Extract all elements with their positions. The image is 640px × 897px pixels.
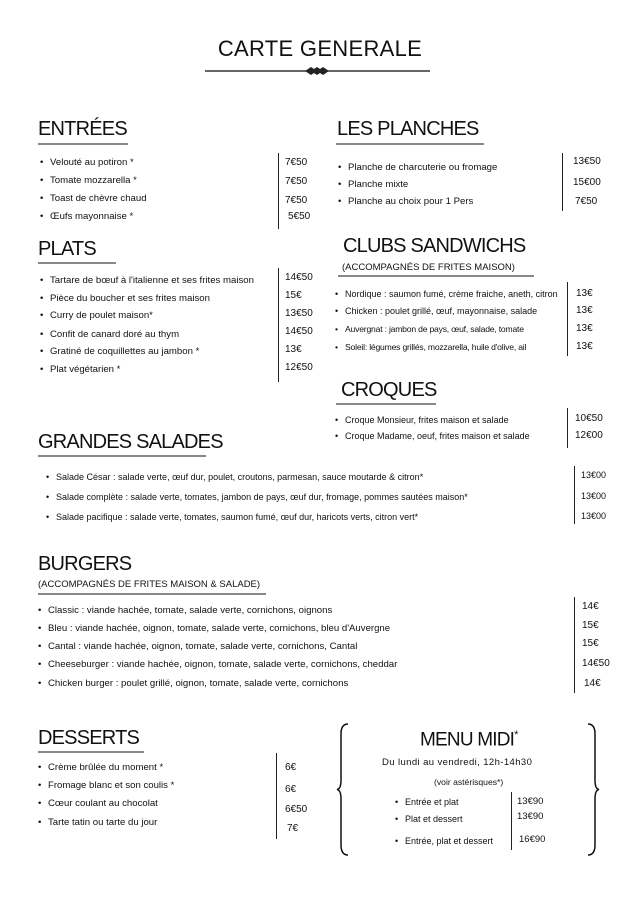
title-ornament [205, 64, 430, 78]
croques-divider [567, 408, 568, 448]
price: 6€50 [285, 804, 308, 815]
entrees-heading: ENTRÉES [38, 118, 127, 140]
list-item: • Œufs mayonnaise * [40, 211, 134, 222]
burgers-divider [574, 597, 575, 693]
price: 13€50 [573, 156, 601, 167]
price: 6€ [285, 762, 297, 773]
list-item: • Chicken : poulet grillé, œuf, mayonnaise, salade [335, 306, 538, 316]
price: 13€ [285, 344, 302, 355]
plats-underline [38, 262, 116, 264]
price: 14€50 [285, 272, 313, 283]
clubs-divider [567, 282, 568, 356]
page-title: CARTE GENERALE [217, 36, 423, 61]
clubs-subtitle: (ACCOMPAGNÉS DE FRITES MAISON) [342, 262, 515, 273]
burgers-subtitle: (ACCOMPAGNÉS DE FRITES MAISON & SALADE) [38, 579, 261, 590]
price: 13€ [576, 305, 593, 316]
list-item: • Croque Monsieur, frites maison et salade [335, 415, 509, 425]
list-item: • Classic : viande hachée, tomate, salade verte, cornichons, oignons [38, 605, 333, 616]
list-item: • Cœur coulant au chocolat [38, 798, 158, 809]
list-item: • Chicken burger : poulet grillé, oignon, tomate, salade verte, cornichons [38, 678, 349, 689]
price: 7€50 [575, 196, 598, 207]
entrees-divider [278, 153, 279, 229]
price: 10€50 [575, 413, 603, 424]
list-item: • Entrée, plat et dessert [395, 836, 494, 846]
price: 14€50 [285, 326, 313, 337]
planches-heading: LES PLANCHES [337, 118, 479, 140]
right-brace [586, 722, 600, 857]
planches-divider [562, 153, 563, 211]
left-brace [336, 722, 350, 857]
desserts-underline [38, 751, 144, 753]
list-item: • Salade pacifique : salade verte, tomates, saumon fumé, œuf dur, haricots verts, citron vert* [46, 512, 419, 522]
menu-midi-note: (voir astérisques*) [434, 777, 504, 787]
price: 13€50 [285, 308, 313, 319]
price: 15€00 [573, 177, 601, 188]
desserts-divider [276, 753, 277, 839]
list-item: • Curry de poulet maison* [40, 310, 153, 321]
list-item: • Auvergnat : jambon de pays, œuf, salade, tomate [335, 324, 524, 334]
list-item: • Tarte tatin ou tarte du jour [38, 817, 158, 828]
list-item: • Confit de canard doré au thym [40, 329, 180, 340]
burgers-heading: BURGERS [38, 553, 132, 575]
salades-underline [38, 455, 206, 457]
price: 6€ [285, 784, 297, 795]
price: 5€50 [288, 211, 311, 222]
list-item: • Soleil: légumes grillés, mozzarella, huile d'olive, ail [335, 342, 527, 352]
list-item: • Plat végétarien * [40, 364, 121, 375]
list-item: • Crème brûlée du moment * [38, 762, 164, 773]
list-item: • Cantal : viande hachée, oignon, tomate, salade verte, cornichons, Cantal [38, 641, 358, 652]
list-item: • Plat et dessert [395, 814, 463, 824]
price: 14€50 [582, 658, 610, 669]
list-item: • Tomate mozzarella * [40, 175, 137, 186]
list-item: • Gratiné de coquillettes au jambon * [40, 346, 200, 357]
price: 13€ [576, 288, 593, 299]
price: 14€ [582, 601, 599, 612]
list-item: • Tartare de bœuf à l'italienne et ses frites maison [40, 275, 254, 286]
price: 7€50 [285, 176, 308, 187]
price: 13€ [576, 323, 593, 334]
croques-underline [336, 403, 436, 405]
list-item: • Planche au choix pour 1 Pers [338, 196, 474, 207]
price: 7€ [287, 823, 299, 834]
menu-midi-divider [511, 792, 512, 850]
price: 14€ [584, 678, 601, 689]
list-item: • Croque Madame, oeuf, frites maison et salade [335, 431, 530, 441]
clubs-heading: CLUBS SANDWICHS [343, 235, 526, 257]
list-item: • Cheeseburger : viande hachée, oignon, tomate, salade verte, cornichons, cheddar [38, 659, 398, 670]
list-item: • Nordique : saumon fumé, crème fraiche, aneth, citron [335, 289, 558, 299]
list-item: • Salade César : salade verte, œuf dur, poulet, croutons, parmesan, sauce moutarde & citron* [46, 472, 424, 482]
burgers-underline [38, 593, 266, 595]
price: 12€00 [575, 430, 603, 441]
list-item: • Entrée et plat [395, 797, 459, 807]
croques-heading: CROQUES [341, 379, 437, 401]
list-item: • Toast de chèvre chaud [40, 193, 147, 204]
list-item: • Velouté au potiron * [40, 157, 134, 168]
desserts-heading: DESSERTS [38, 727, 140, 749]
plats-divider [278, 268, 279, 382]
price: 13€00 [581, 511, 607, 521]
price: 13€00 [581, 470, 607, 480]
list-item: • Fromage blanc et son coulis * [38, 780, 175, 791]
price: 13€90 [517, 811, 544, 822]
price: 15€ [582, 620, 599, 631]
list-item: • Bleu : viande hachée, oignon, tomate, salade verte, cornichons, bleu d'Auvergne [38, 623, 391, 634]
price: 15€ [285, 290, 302, 301]
entrees-underline [38, 143, 128, 145]
price: 15€ [582, 638, 599, 649]
price: 7€50 [285, 157, 308, 168]
salades-heading: GRANDES SALADES [38, 431, 223, 453]
menu-midi-hours: Du lundi au vendredi, 12h-14h30 [382, 757, 533, 768]
plats-heading: PLATS [38, 238, 96, 260]
list-item: • Pièce du boucher et ses frites maison [40, 293, 210, 304]
price: 13€00 [581, 491, 607, 501]
menu-midi-heading: MENU MIDI* [420, 729, 518, 751]
list-item: • Planche de charcuterie ou fromage [338, 162, 498, 173]
planches-underline [336, 143, 484, 145]
price: 7€50 [285, 195, 308, 206]
price: 16€90 [519, 834, 546, 845]
price: 13€90 [517, 796, 544, 807]
list-item: • Planche mixte [338, 179, 409, 190]
salades-divider [574, 466, 575, 524]
price: 13€ [576, 341, 593, 352]
clubs-underline [338, 275, 534, 277]
price: 12€50 [285, 362, 313, 373]
list-item: • Salade complète : salade verte, tomates, jambon de pays, œuf dur, fromage, pommes sautées maison* [46, 492, 468, 502]
